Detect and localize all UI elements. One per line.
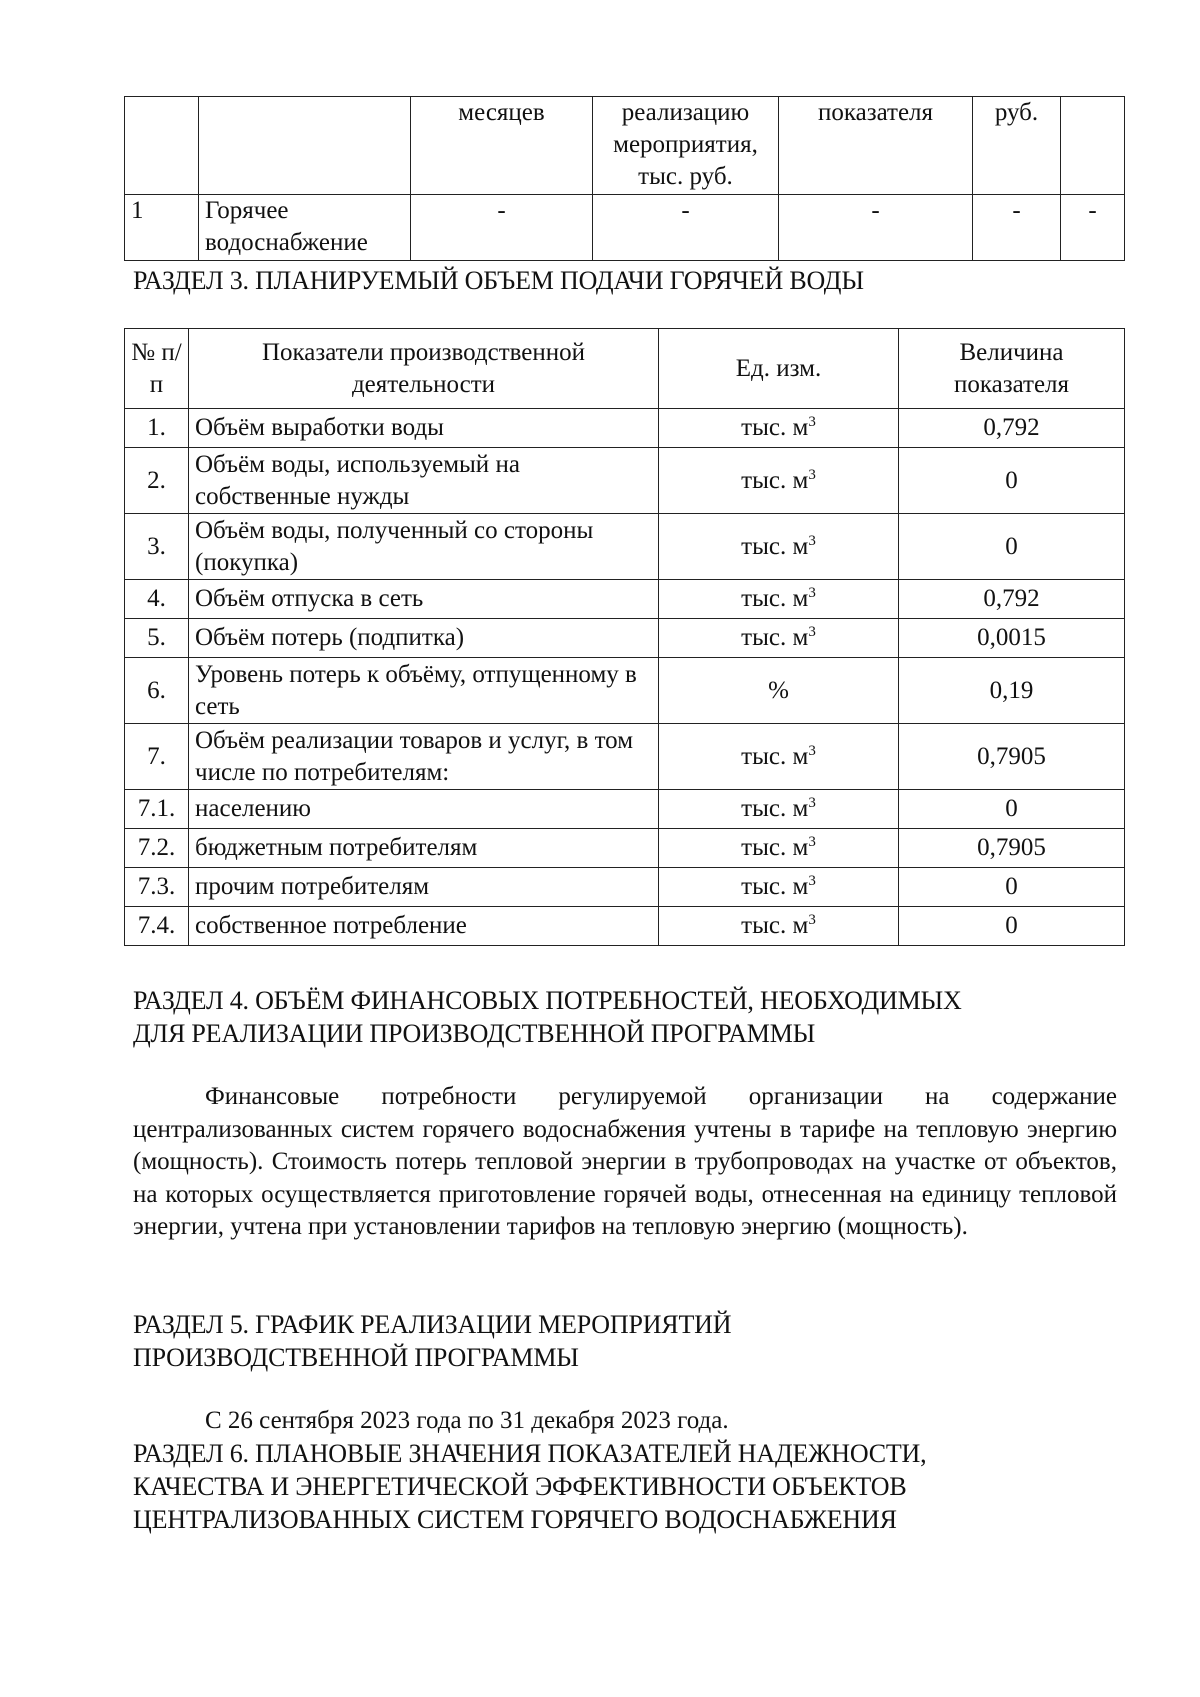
row-value: 0 <box>899 790 1125 829</box>
table-row <box>125 514 1125 580</box>
row-indicator: собственное потребление <box>189 907 659 946</box>
row-number: 4. <box>125 580 189 619</box>
table-row <box>125 907 1125 946</box>
table-row <box>125 448 1125 514</box>
table-cell: - <box>1061 195 1125 261</box>
column-header-unit: Ед. изм. <box>659 329 899 409</box>
table-row <box>125 409 1125 448</box>
table-row <box>125 829 1125 868</box>
row-value: 0,0015 <box>899 619 1125 658</box>
table-cell: - <box>593 195 779 261</box>
unit-base: тыс. м <box>741 585 809 612</box>
row-indicator: Объём отпуска в сеть <box>189 580 659 619</box>
row-value: 0 <box>899 514 1125 580</box>
row-value: 0 <box>899 448 1125 514</box>
row-number: 7.1. <box>125 790 189 829</box>
table-body <box>125 409 1125 946</box>
row-number: 2. <box>125 448 189 514</box>
row-value: 0,7905 <box>899 724 1125 790</box>
unit-superscript: 3 <box>808 795 816 811</box>
unit-superscript: 3 <box>808 532 816 549</box>
row-indicator: Объём выработки воды <box>189 409 659 448</box>
row-value: 0,792 <box>899 580 1125 619</box>
row-unit <box>659 829 899 868</box>
table-cell <box>1061 97 1125 195</box>
table-cell: 1 <box>125 195 199 261</box>
section5-heading-line2: ПРОИЗВОДСТВЕННОЙ ПРОГРАММЫ <box>133 1343 579 1372</box>
row-indicator: населению <box>189 790 659 829</box>
table-row <box>125 580 1125 619</box>
table-row <box>125 658 1125 724</box>
column-header-number: № п/п <box>125 329 189 409</box>
section5-heading <box>133 1308 1133 1374</box>
table-row <box>125 97 1125 195</box>
row-value: 0,19 <box>899 658 1125 724</box>
row-indicator: Объём реализации товаров и услуг, в том числе по потребителям: <box>189 724 659 790</box>
unit-base: тыс. м <box>741 795 809 822</box>
table-cell: - <box>411 195 593 261</box>
unit-base: тыс. м <box>741 624 809 651</box>
row-unit <box>659 514 899 580</box>
section5-paragraph: С 26 сентября 2023 года по 31 декабря 2023 года. <box>205 1407 729 1434</box>
table-row <box>125 724 1125 790</box>
water-supply-volume-table <box>124 328 1125 946</box>
section4-heading <box>133 984 1133 1050</box>
table-cell: руб. <box>973 97 1061 195</box>
row-number: 5. <box>125 619 189 658</box>
unit-superscript: 3 <box>808 414 816 430</box>
table-row <box>125 790 1125 829</box>
section4-paragraph: Финансовые потребности регулируемой организации на содержание централизованных систем горячего водоснабжения учтены в тарифе на тепловую энергию (мощность). Стоимость потерь тепловой энергии в трубопроводах на участке от объектов, на которых осуществляется приготовление горячей воды, отнесенная на единицу тепловой энергии, учтена при установлении тарифов на тепловую энергию (мощность). <box>133 1083 1117 1240</box>
row-value: 0,792 <box>899 409 1125 448</box>
row-number: 7. <box>125 724 189 790</box>
row-unit <box>659 907 899 946</box>
table-header-row <box>125 329 1125 409</box>
row-unit <box>659 724 899 790</box>
row-number: 7.3. <box>125 868 189 907</box>
section6-heading-line3: ЦЕНТРАЛИЗОВАННЫХ СИСТЕМ ГОРЯЧЕГО ВОДОСНАБЖЕНИЯ <box>133 1505 897 1534</box>
row-value: 0,7905 <box>899 829 1125 868</box>
unit-base: тыс. м <box>741 834 809 861</box>
unit-base: тыс. м <box>741 414 809 441</box>
table-cell <box>125 97 199 195</box>
unit-superscript: 3 <box>808 742 816 759</box>
unit-superscript: 3 <box>808 834 816 850</box>
section5-heading-line1: РАЗДЕЛ 5. ГРАФИК РЕАЛИЗАЦИИ МЕРОПРИЯТИЙ <box>133 1310 732 1339</box>
row-unit <box>659 868 899 907</box>
section4-heading-line2: ДЛЯ РЕАЛИЗАЦИИ ПРОИЗВОДСТВЕННОЙ ПРОГРАММЫ <box>133 1019 816 1048</box>
section6-heading <box>133 1437 1133 1536</box>
row-indicator: прочим потребителям <box>189 868 659 907</box>
table-cell: - <box>973 195 1061 261</box>
row-unit <box>659 448 899 514</box>
table-cell: месяцев <box>411 97 593 195</box>
table-row <box>125 619 1125 658</box>
row-number: 7.4. <box>125 907 189 946</box>
row-number: 1. <box>125 409 189 448</box>
column-header-value: Величина показателя <box>899 329 1125 409</box>
row-indicator: Объём воды, используемый на собственные нужды <box>189 448 659 514</box>
unit-base: тыс. м <box>741 466 809 494</box>
unit-superscript: 3 <box>808 912 816 928</box>
measures-table-continuation <box>124 96 1125 261</box>
unit-base: тыс. м <box>741 742 809 770</box>
table-cell: показателя <box>779 97 973 195</box>
table-row <box>125 868 1125 907</box>
table-cell: реализацию мероприятия, тыс. руб. <box>593 97 779 195</box>
unit-base: тыс. м <box>741 873 809 900</box>
table-row <box>125 195 1125 261</box>
unit-base: тыс. м <box>741 912 809 939</box>
row-indicator: Уровень потерь к объёму, отпущенному в сеть <box>189 658 659 724</box>
section4-heading-line1: РАЗДЕЛ 4. ОБЪЁМ ФИНАНСОВЫХ ПОТРЕБНОСТЕЙ, НЕОБХОДИМЫХ <box>133 986 962 1015</box>
column-header-indicator: Показатели производственной деятельности <box>189 329 659 409</box>
section3-heading: РАЗДЕЛ 3. ПЛАНИРУЕМЫЙ ОБЪЕМ ПОДАЧИ ГОРЯЧЕЙ ВОДЫ <box>133 266 864 295</box>
row-number: 6. <box>125 658 189 724</box>
row-unit: % <box>659 658 899 724</box>
row-unit <box>659 790 899 829</box>
row-indicator: Объём воды, полученный со стороны (покупка) <box>189 514 659 580</box>
row-number: 3. <box>125 514 189 580</box>
unit-superscript: 3 <box>808 624 816 640</box>
row-number: 7.2. <box>125 829 189 868</box>
row-value: 0 <box>899 868 1125 907</box>
table-cell: Горячее водоснабжение <box>199 195 411 261</box>
row-value: 0 <box>899 907 1125 946</box>
section6-heading-line2: КАЧЕСТВА И ЭНЕРГЕТИЧЕСКОЙ ЭФФЕКТИВНОСТИ ОБЪЕКТОВ <box>133 1472 907 1501</box>
unit-superscript: 3 <box>808 466 816 483</box>
unit-superscript: 3 <box>808 585 816 601</box>
row-unit <box>659 619 899 658</box>
row-indicator: бюджетным потребителям <box>189 829 659 868</box>
unit-base: тыс. м <box>741 532 809 560</box>
table-cell <box>199 97 411 195</box>
unit-superscript: 3 <box>808 873 816 889</box>
row-indicator: Объём потерь (подпитка) <box>189 619 659 658</box>
row-unit <box>659 409 899 448</box>
row-unit <box>659 580 899 619</box>
section6-heading-line1: РАЗДЕЛ 6. ПЛАНОВЫЕ ЗНАЧЕНИЯ ПОКАЗАТЕЛЕЙ НАДЕЖНОСТИ, <box>133 1439 927 1468</box>
table-cell: - <box>779 195 973 261</box>
